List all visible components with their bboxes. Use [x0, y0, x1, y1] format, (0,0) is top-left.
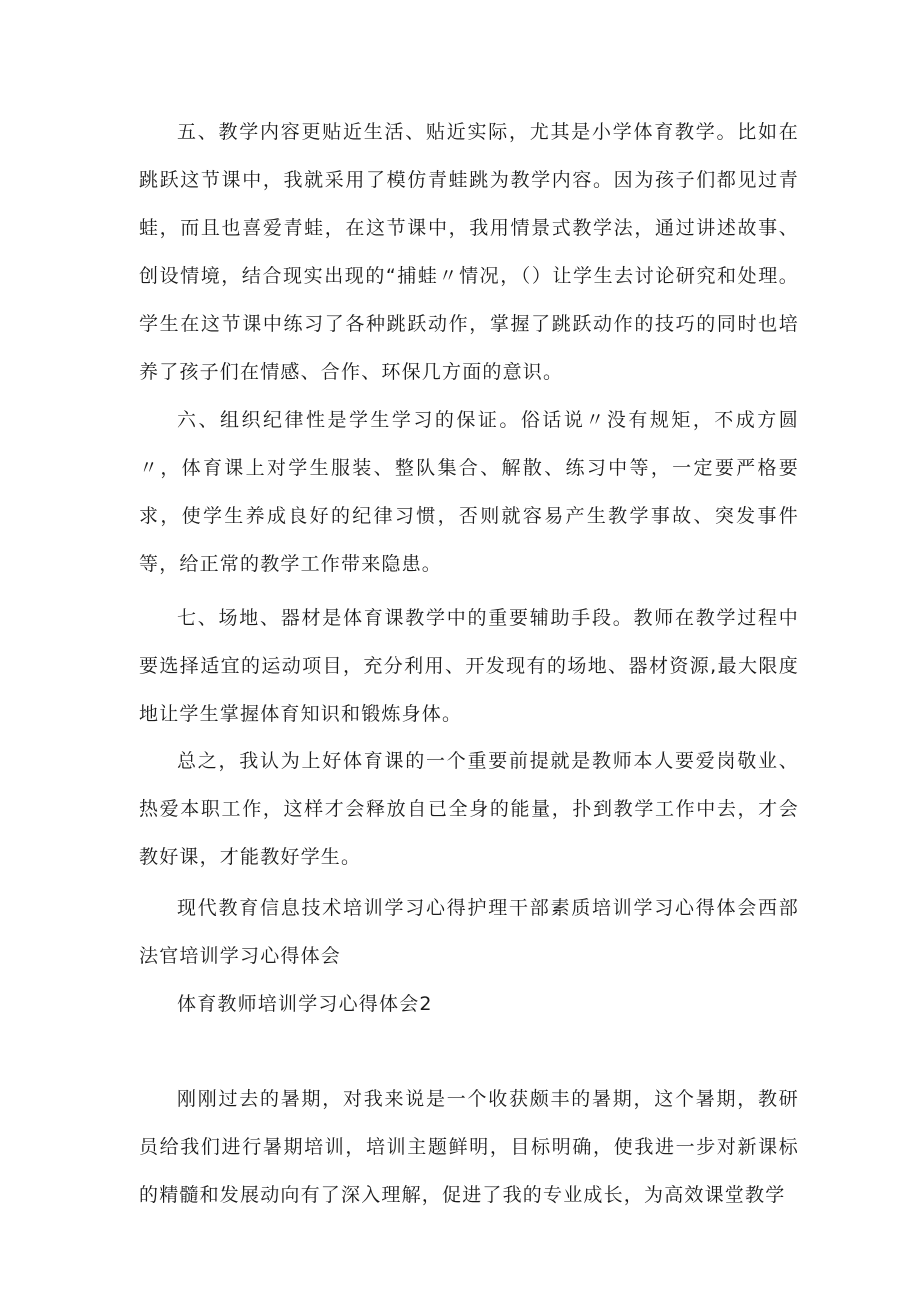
section-title: 体育教师培训学习心得体会2: [177, 993, 433, 1015]
paragraph-summer-training: 刚刚过去的暑期，对我来说是一个收获颇丰的暑期，这个暑期，教研员给我们进行暑期培训，培训主题鲜明，目标明确，使我进一步对新课标的精髓和发展动向有了深入理解，促进了我的专业成长，为高效课堂教学: [139, 1088, 799, 1206]
paragraph-conclusion: 总之，我认为上好体育课的一个重要前提就是教师本人要爱岗敬业、热爱本职工作，这样才会释放自已全身的能量，扑到教学工作中去，才会教好课，才能教好学生。: [139, 750, 799, 868]
paragraph-teaching-content: 五、教学内容更贴近生活、贴近实际，尤其是小学体育教学。比如在跳跃这节课中，我就采用了模仿青蛙跳为教学内容。因为孩子们都见过青蛙，而且也喜爱青蛙，在这节课中，我用情景式教学法，通过讲述故事、创设情境，结合现实出现的“捕蛙〃情况，（）让学生去讨论研究和处理。学生在这节课中练习了各种跳跃动作，掌握了跳跃动作的技巧的同时也培养了孩子们在情感、合作、环保几方面的意识。: [139, 121, 799, 383]
paragraph-related-links: 现代教育信息技术培训学习心得护理干部素质培训学习心得体会西部法官培训学习心得体会: [139, 897, 799, 967]
paragraph-venue-equipment: 七、场地、器材是体育课教学中的重要辅助手段。教师在教学过程中要选择适宜的运动项目，充分利用、开发现有的场地、器材资源,最大限度地让学生掌握体育知识和锻炼身体。: [139, 607, 799, 725]
paragraph-discipline: 六、组织纪律性是学生学习的保证。俗话说〃没有规矩，不成方圆〃，体育课上对学生服装、整队集合、解散、练习中等，一定要严格要求，使学生养成良好的纪律习惯，否则就容易产生教学事故、突发事件等，给正常的教学工作带来隐患。: [139, 409, 799, 575]
